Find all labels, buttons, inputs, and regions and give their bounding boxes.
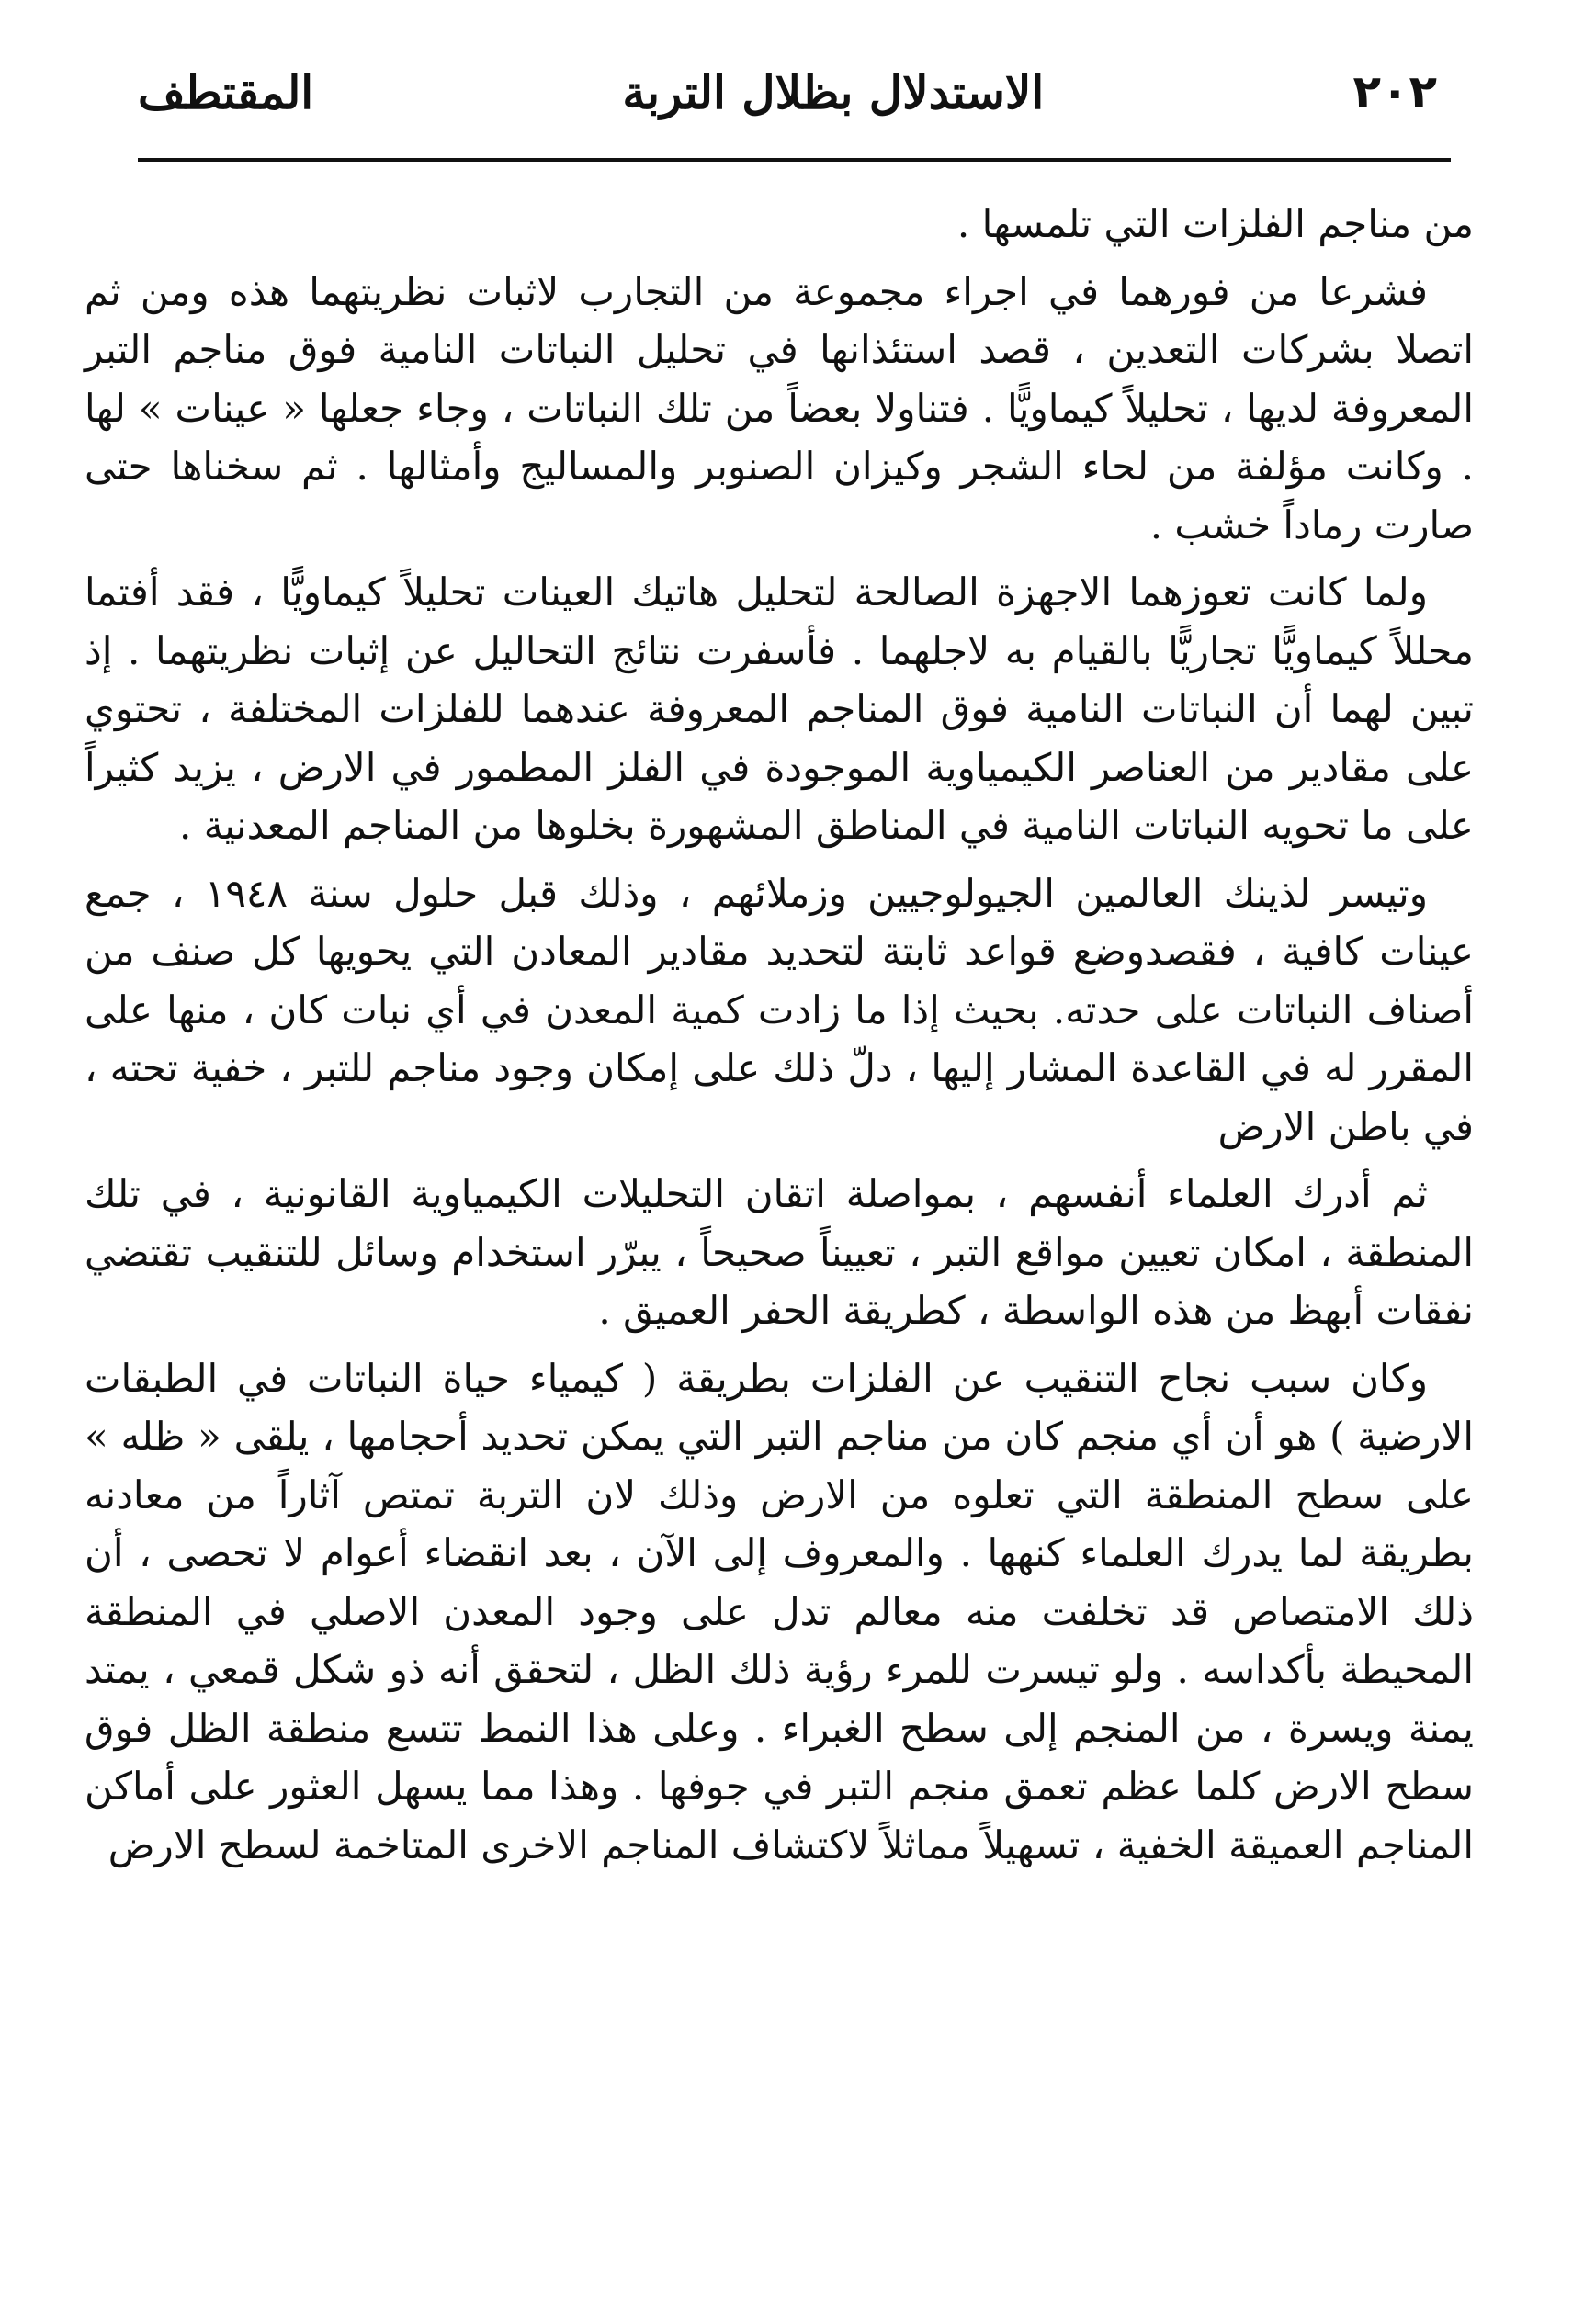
paragraph: وكان سبب نجاح التنقيب عن الفلزات بطريقة ( كيمياء حياة النباتات في الطبقات الارضية ) هو أن أي منجم كان من مناجم التبر التي يمكن تحديد أحجامها ، يلقى « ظله » على سطح المنطقة التي تعلوه من الارض وذلك لان التربة تمتص آثاراً من معادنه بطريقة لما يدرك العلماء كنهها . والمعروف إلى الآن ، بعد انقضاء أعوام لا تحصى ، أن ذلك الامتصاص قد تخلفت منه معالم تدل على وجود المعدن الاصلي في المنطقة المحيطة بأكداسه . ولو تيسرت للمرء رؤية ذلك الظل ، لتحقق أنه ذو شكل قمعي ، يمتد يمنة ويسرة ، من المنجم إلى سطح الغبراء . وعلى هذا النمط تتسع منطقة الظل فوق سطح الارض كلما عظم تعمق منجم التبر في جوفها . وهذا مما يسهل العثور على أماكن المناجم العميقة الخفية ، تسهيلاً مماثلاً لاكتشاف المناجم الاخرى المتاخمة لسطح الارض [85, 1355, 1474, 1867]
paragraph: ثم أدرك العلماء أنفسهم ، بمواصلة اتقان التحليلات الكيمياوية القانونية ، في تلك المنطقة ، امكان تعيين مواقع التبر ، تعييناً صحيحاً ، يبرّر استخدام وسائل للتنقيب تقتضي نفقات أبهظ من هذه الواسطة ، كطريقة الحفر العميق . [85, 1171, 1474, 1333]
paragraph: من مناجم الفلزات التي تلمسها . [956, 201, 1474, 246]
article-body [85, 195, 1474, 1883]
running-title: الاستدلال بظلال التربة [622, 64, 1045, 119]
paragraph: وتيسر لذينك العالمين الجيولوجيين وزملائهم ، وذلك قبل حلول سنة ١٩٤٨ ، جمع عينات كافية ، فقصدوضع قواعد ثابتة لتحديد مقادير المعادن التي يحويها كل صنف من أصناف النباتات على حدته. بحيث إذا ما زادت كمية المعدن في أي نبات كان ، منها على المقرر له في القاعدة المشار إليها ، دلّ ذلك على إمكان وجود مناجم للتبر ، خفية تحته ، في باطن الارض [85, 870, 1474, 1149]
paragraph: ولما كانت تعوزهما الاجهزة الصالحة لتحليل هاتيك العينات تحليلاً كيماويًّا ، فقد أفتما محللاً كيماويًّا تجاريًّا بالقيام به لاجلهما . فأسفرت نتائج التحاليل عن إثبات نظريتهما . إذ تبين لهما أن النباتات النامية فوق المناجم المعروفة عندهما للفلزات المختلفة ، تحتوي على مقادير من العناصر الكيمياوية الموجودة في الفلز المطمور في الارض ، يزيد كثيراً على ما تحويه النباتات النامية في المناطق المشهورة بخلوها من المناجم المعدنية . [85, 570, 1474, 848]
paragraph: فشرعا من فورهما في اجراء مجموعة من التجارب لاثبات نظريتهما هذه ومن ثم اتصلا بشركات التعدين ، قصد استئذانها في تحليل النباتات النامية فوق مناجم التبر المعروفة لديها ، تحليلاً كيماويًّا . فتناولا بعضاً من تلك النباتات ، وجاء جعلها « عينات » لها . وكانت مؤلفة من لحاء الشجر وكيزان الصنوبر والمساليج وأمثالها . ثم سخناها حتى صارت رماداً خشب . [85, 268, 1474, 547]
page-number: ٢٠٢ [1352, 65, 1437, 118]
page-header [138, 55, 1437, 129]
journal-name: المقتطف [138, 64, 314, 119]
header-divider [138, 158, 1451, 162]
